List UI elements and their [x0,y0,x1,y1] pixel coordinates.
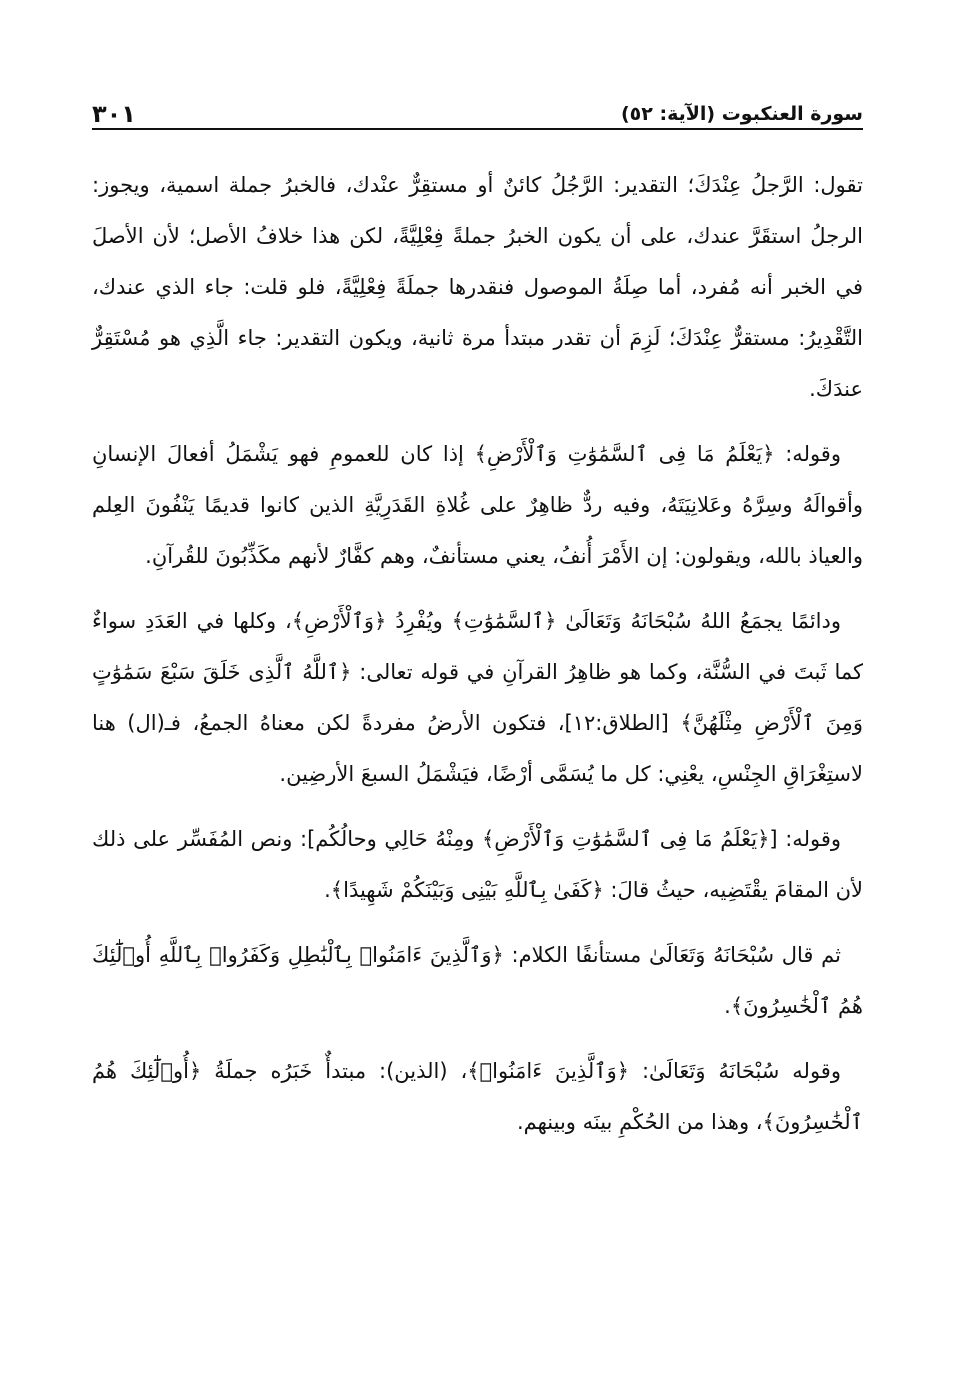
header-rule [92,128,863,130]
paragraph-1: تقول: الرَّجلُ عِنْدَكَ؛ التقدير: الرَّجُلُ كائنٌ أو مستقِرٌّ عنْدك، فالخبرُ جملة اسمية، ويجوز: الرجلُ استقَرَّ عندك، على أن يكون الخبرُ جملةً فِعْلِيَّةً، لكن هذا خلافُ الأصل؛ لأن الأصلَ في الخبر أنه مُفرد، أما صِلَةُ الموصول فنقدرها جملَةً فِعْلِيَّةً، فلو قلت: جاء الذي عندك، التَّقْدِيرُ: مستقرٌّ عِنْدَكَ؛ لَزِمَ أن تقدر مبتدأ مرة ثانية، ويكون التقدير: جاء الَّذِي هو مُسْتَقِرٌّ عندَكَ. [92,173,863,401]
paragraph-4: وقوله: [﴿يَعْلَمُ مَا فِى ٱلسَّمَٰوَٰتِ وَٱلْأَرْضِ﴾ ومِنْهُ حَالِي وحالُكُم]: ونص المُفَسِّر على ذلك لأن المقامَ يقْتَضِيه، حيثُ قالَ: ﴿كَفَىٰ بِٱللَّهِ بَيْنِى وَبَيْنَكُمْ شَهِيدًا﴾. [92,827,863,902]
paragraph-2: وقوله: ﴿يَعْلَمُ مَا فِى ٱلسَّمَٰوَٰتِ وَٱلْأَرْضِ﴾ إذا كان للعمومِ فهو يَشْمَلُ أفعالَ الإنسانِ وأقوالَهُ وسِرَّهُ وعَلانِيَتَهُ، وفيه ردٌّ ظاهِرٌ على غُلاةِ القَدَرِيَّةِ الذين كانوا قديمًا يَنْفُونَ العِلم والعياذ بالله، ويقولون: إن الأَمْرَ أُنفُ، يعني مستأنفٌ، وهم كفَّارٌ لأنهم مكَذِّبُونَ للقُرآنِ. [92,442,863,568]
paragraph-5: ثم قال سُبْحَانَهُ وَتَعَالَىٰ مستأنفًا الكلام: ﴿وَٱلَّذِينَ ءَامَنُوا۟ بِٱلْبَٰطِلِ وَكَفَرُوا۟ بِٱللَّهِ أُو۟لَٰٓئِكَ هُمُ ٱلْخَٰسِرُونَ﴾. [92,943,863,1018]
page-number: ٣٠١ [92,100,136,128]
page-body [92,160,863,1162]
page-header [92,92,863,128]
paragraph-6: وقوله سُبْحَانَهُ وَتَعَالَىٰ: ﴿وَٱلَّذِينَ ءَامَنُوا۟﴾، (الذين): مبتدأٌ خَبَرُه جملَةُ ﴿أُو۟لَٰٓئِكَ هُمُ ٱلْخَٰسِرُونَ﴾، وهذا من الحُكْمِ بينَه وبينهم. [92,1059,863,1134]
running-title: سورة العنكبوت (الآية: ٥٢) [620,103,863,125]
paragraph-3: ودائمًا يجمَعُ اللهُ سُبْحَانَهُ وَتَعَالَىٰ ﴿ٱلسَّمَٰوَٰتِ﴾ ويُفْرِدُ ﴿وَٱلْأَرْضِ﴾، وكلها في العَدَدِ سواءٌ كما ثَبتَ في السُّنَّة، وكما هو ظاهِرُ القرآنِ في قوله تعالى: ﴿ٱللَّهُ ٱلَّذِى خَلَقَ سَبْعَ سَمَٰوَٰتٍ وَمِنَ ٱلْأَرْضِ مِثْلَهُنَّ﴾ [الطلاق:١٢]، فتكون الأرضُ مفردةً لكن معناهُ الجمعُ، فـ(ال) هنا لاستِغْرَاقِ الجِنْسِ، يعْنِي: كل ما يُسَمَّى أرْضًا، فيَشْمَلُ السبعَ الأرضِين. [92,609,864,786]
